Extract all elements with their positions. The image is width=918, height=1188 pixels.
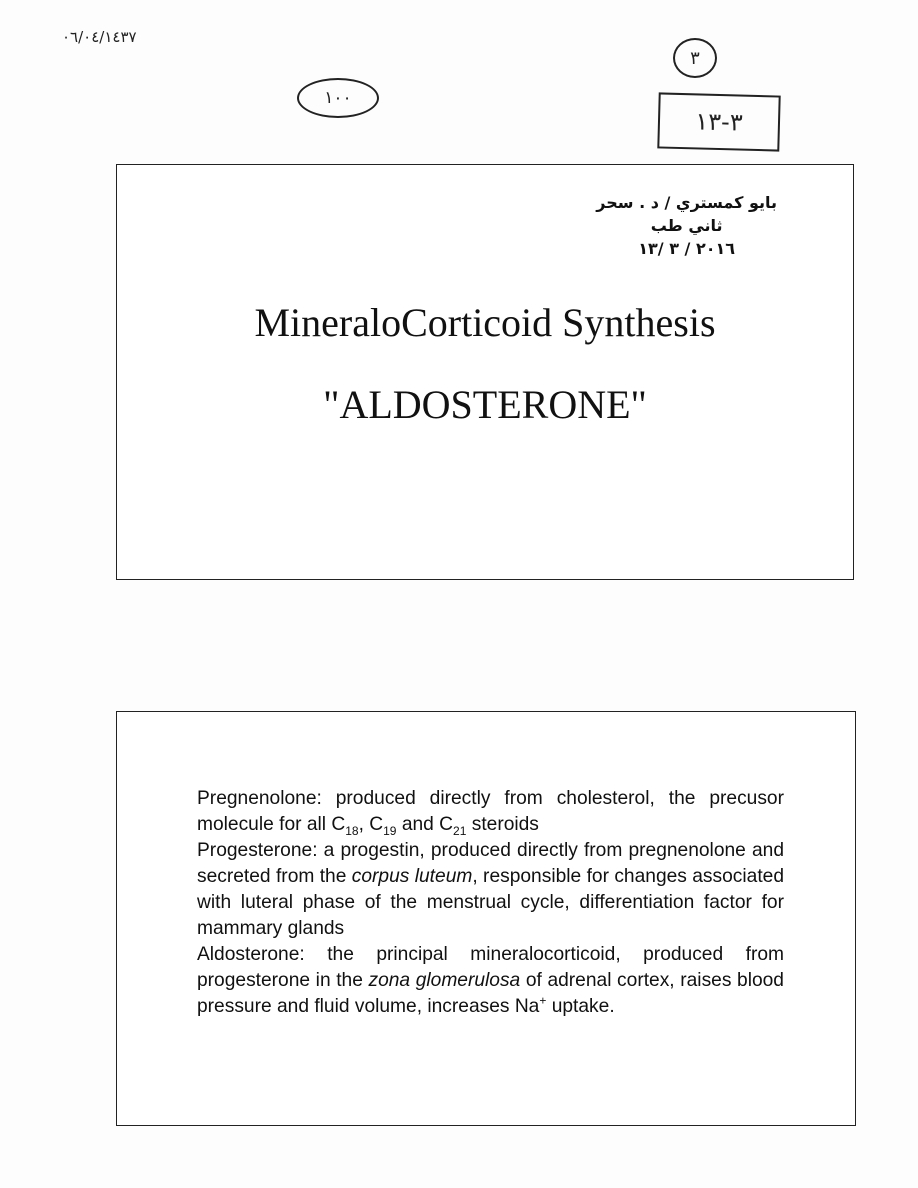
oval-number-text: ١٠٠	[324, 88, 352, 108]
arabic-header-line-3: ٢٠١٦ / ٣ /١٣	[638, 239, 736, 258]
slide-content-card	[116, 711, 856, 1126]
sub-19: 19	[383, 823, 397, 838]
pregnenolone-t1: , C	[358, 814, 384, 835]
sub-18: 18	[345, 823, 359, 838]
arabic-header	[596, 191, 777, 260]
date-stamp: ٠٦/٠٤/١٤٣٧	[62, 28, 137, 46]
slide-title: MineraloCorticoid Synthesis	[254, 300, 716, 345]
circled-number-text: ٣	[690, 47, 700, 69]
slide-subtitle: "ALDOSTERONE"	[323, 382, 647, 427]
pregnenolone-lead: Pregnenolone: produced directly from cholesterol, the precusor molecule for all C	[197, 788, 784, 835]
sub-21: 21	[453, 823, 467, 838]
aldosterone-tail: uptake.	[546, 996, 615, 1017]
sup-plus: +	[539, 993, 547, 1008]
aldosterone-mid: of adrenal cortex, raises blood pressure and fluid volume, increases Na	[197, 970, 784, 1017]
paragraph-aldosterone	[197, 942, 784, 1020]
circled-page-number	[673, 38, 717, 78]
corpus-luteum: corpus luteum	[351, 866, 473, 887]
zona-glomerulosa: zona glomerulosa	[368, 970, 521, 991]
oval-mark	[297, 78, 379, 118]
pregnenolone-t3: steroids	[466, 814, 539, 835]
slide-title-card	[116, 164, 854, 580]
boxed-code	[657, 92, 780, 151]
progesterone-lead: Progesterone: a progestin, produced directly from pregnenolone and secreted from the	[197, 840, 784, 887]
arabic-header-line-2: ثاني طب	[650, 216, 723, 235]
boxed-code-text: ٣-١٣	[694, 107, 744, 137]
arabic-header-line-1: بايو كمستري / د . سحر	[596, 193, 777, 212]
progesterone-tail: , responsible for changes associated with luteral phase of the menstrual cycle, differentiation factor for mammary glands	[197, 866, 784, 939]
body-text	[197, 786, 784, 1020]
paragraph-pregnenolone	[197, 786, 784, 838]
aldosterone-lead: Aldosterone: the principal mineralocorticoid, produced from progesterone in the	[197, 944, 784, 991]
pregnenolone-t2: and C	[396, 814, 454, 835]
paragraph-progesterone	[197, 838, 784, 942]
